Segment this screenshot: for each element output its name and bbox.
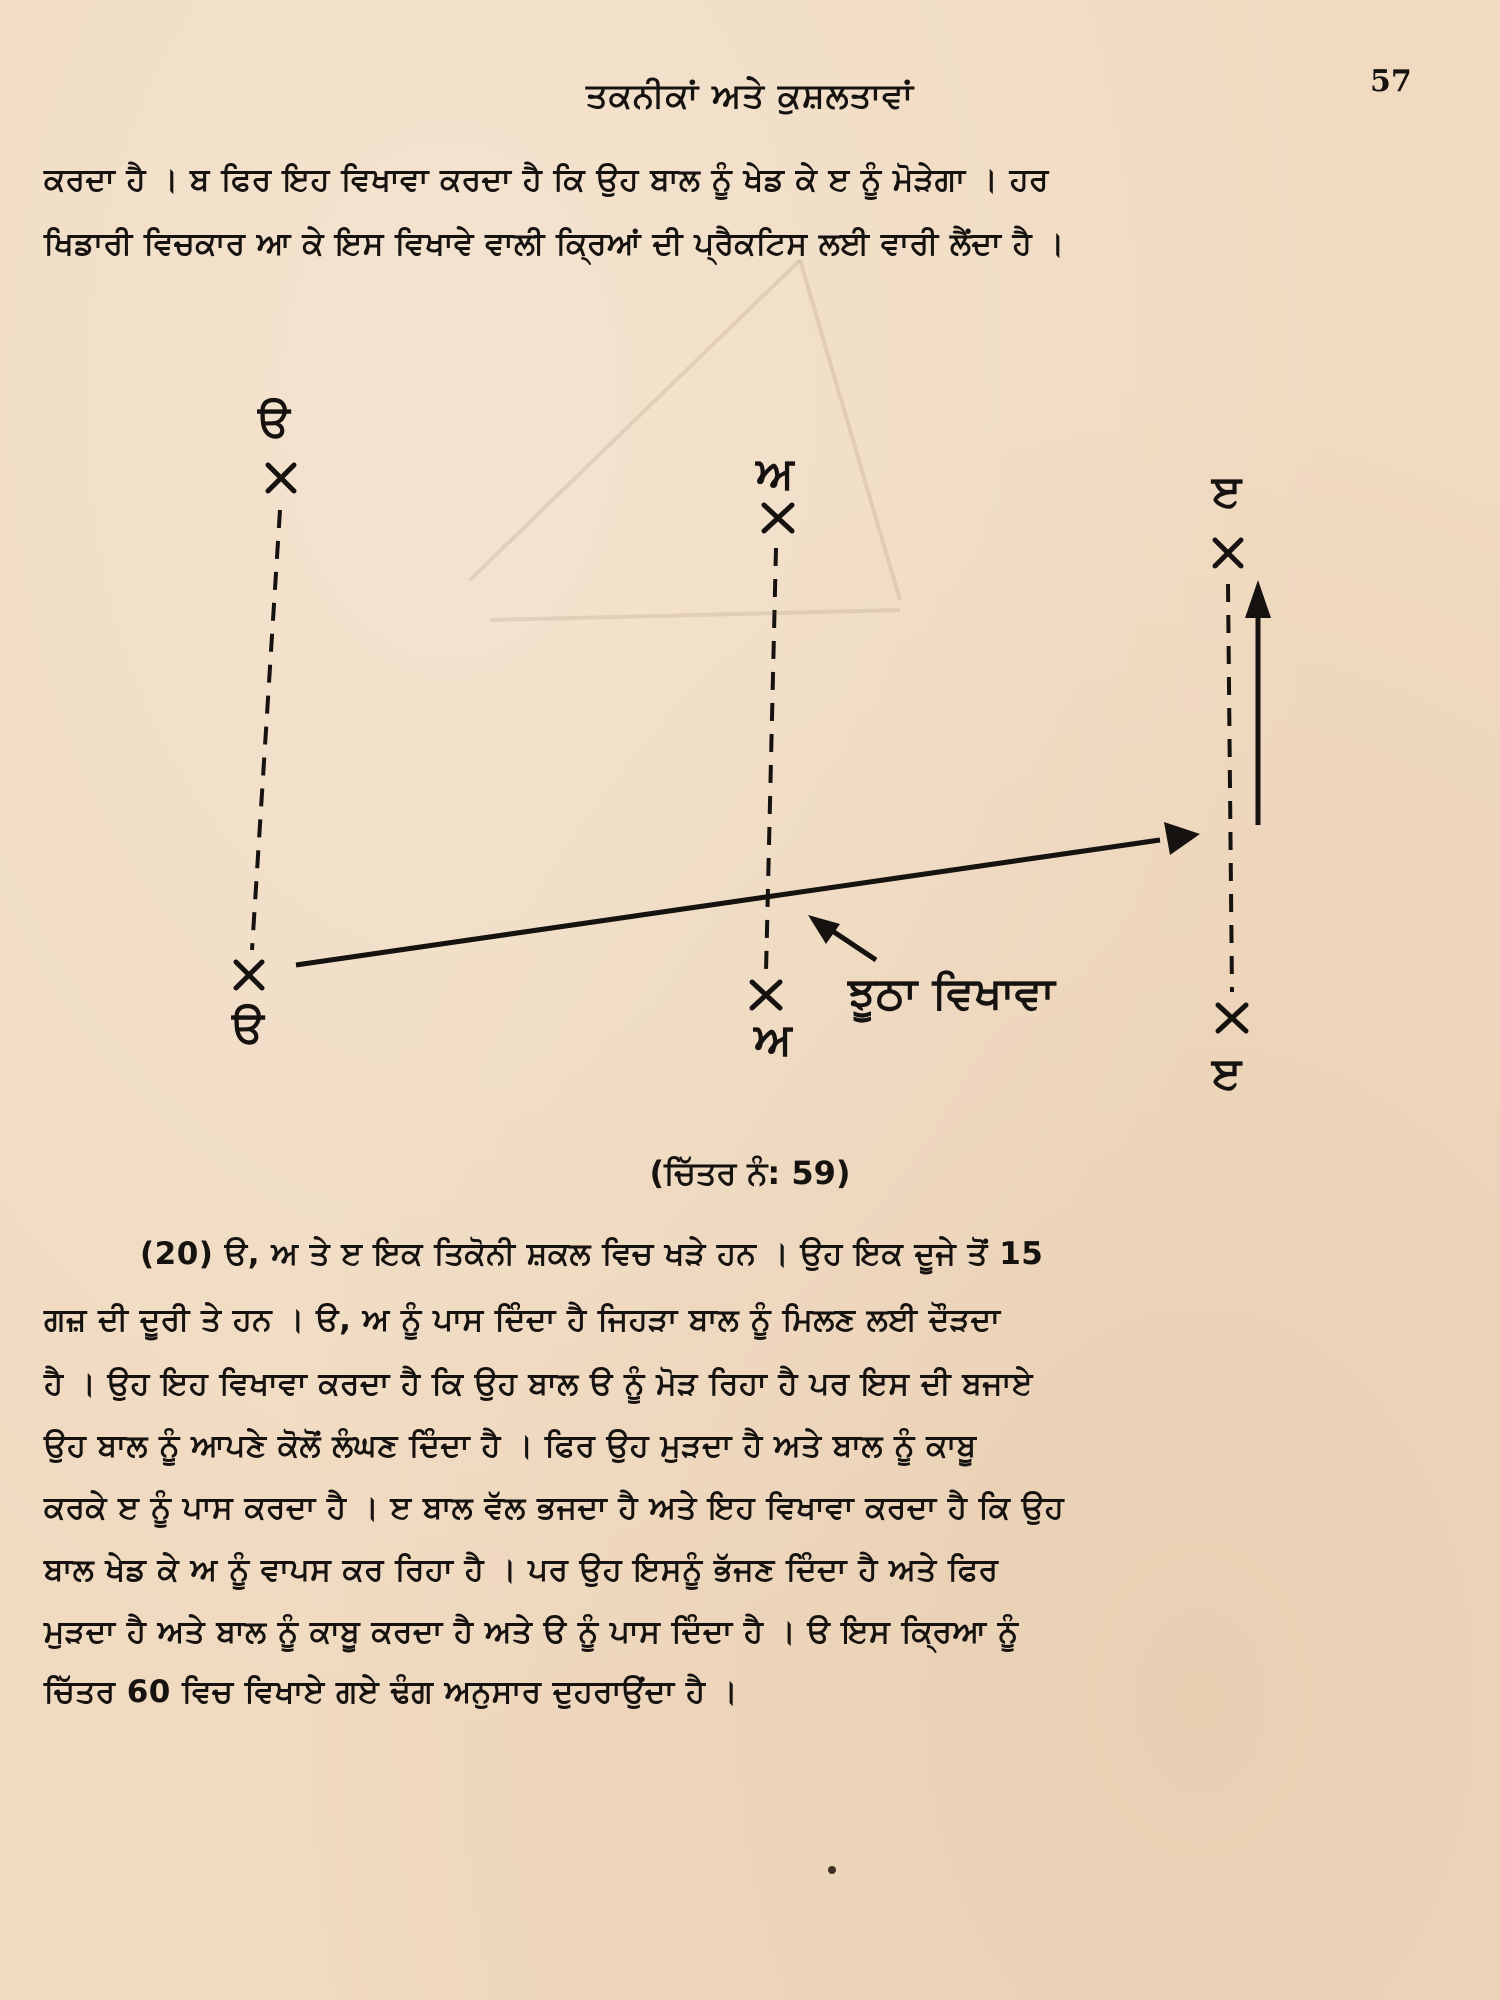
- ink-speck: [828, 1866, 836, 1874]
- bottom-paragraph-line-4: ਉਹ ਬਾਲ ਨੂੰ ਆਪਣੇ ਕੋਲੋਂ ਲੰਘਣ ਦਿੰਦਾ ਹੈ । ਫਿਰ ਉਹ ਮੁੜਦਾ ਹੈ ਅਤੇ ਬਾਲ ਨੂੰ ਕਾਬੂ: [44, 1428, 977, 1464]
- fake-move-label: ਝੂਠਾ ਵਿਖਾਵਾ: [848, 968, 1055, 1019]
- running-header: ਤਕਨੀਕਾਂ ਅਤੇ ਕੁਸ਼ਲਤਾਵਾਂ: [585, 76, 915, 116]
- player-a-top-marker: [764, 505, 792, 531]
- label-a-bottom: ਅ: [754, 1014, 792, 1065]
- run-path-right: [1228, 584, 1232, 992]
- player-o-top-marker: [268, 465, 294, 491]
- bottom-paragraph-line-6: ਬਾਲ ਖੇਡ ਕੇ ਅ ਨੂੰ ਵਾਪਸ ਕਰ ਰਿਹਾ ਹੈ । ਪਰ ਉਹ ਇਸਨੂੰ ਭੱਜਣ ਦਿੰਦਾ ਹੈ ਅਤੇ ਫਿਰ: [44, 1552, 999, 1588]
- top-paragraph-line-1: ਕਰਦਾ ਹੈ । ਬ ਫਿਰ ਇਹ ਵਿਖਾਵਾ ਕਰਦਾ ਹੈ ਕਿ ਉਹ ਬਾਲ ਨੂੰ ਖੇਡ ਕੇ ੲ ਨੂੰ ਮੋੜੇਗਾ । ਹਰ: [44, 162, 1049, 198]
- bottom-paragraph-line-3: ਹੈ । ਉਹ ਇਹ ਵਿਖਾਵਾ ਕਰਦਾ ਹੈ ਕਿ ਉਹ ਬਾਲ ੳ ਨੂੰ ਮੋੜ ਰਿਹਾ ਹੈ ਪਰ ਇਸ ਦੀ ਬਜਾਏ: [44, 1366, 1033, 1402]
- label-e-bottom: ੲ: [1212, 1048, 1242, 1099]
- figure-caption: (ਚਿੱਤਰ ਨੰ: 59): [649, 1154, 851, 1192]
- label-o-bottom: ੳ: [232, 1002, 264, 1053]
- label-o-top: ੳ: [258, 396, 290, 447]
- bleed-through-sketch: [470, 260, 900, 620]
- bottom-paragraph-line-8: ਚਿੱਤਰ 60 ਵਿਚ ਵਿਖਾਏ ਗਏ ਢੰਗ ਅਨੁਸਾਰ ਦੁਹਰਾਉਂਦਾ ਹੈ ।: [44, 1674, 739, 1710]
- top-paragraph-line-2: ਖਿਡਾਰੀ ਵਿਚਕਾਰ ਆ ਕੇ ਇਸ ਵਿਖਾਵੇ ਵਾਲੀ ਕ੍ਰਿਆਂ ਦੀ ਪ੍ਰੈਕਟਿਸ ਲਈ ਵਾਰੀ ਲੈਂਦਾ ਹੈ ।: [44, 226, 1065, 262]
- player-e-top-marker: [1215, 540, 1241, 566]
- pass-arrow: [296, 822, 1200, 965]
- label-a-top: ਅ: [756, 448, 794, 499]
- bottom-paragraph-line-7: ਮੁੜਦਾ ਹੈ ਅਤੇ ਬਾਲ ਨੂੰ ਕਾਬੂ ਕਰਦਾ ਹੈ ਅਤੇ ੳ ਨੂੰ ਪਾਸ ਦਿੰਦਾ ਹੈ । ੳ ਇਸ ਕ੍ਰਿਆ ਨੂੰ: [44, 1614, 1019, 1650]
- run-path-left: [252, 510, 280, 950]
- pointer-arrow: [808, 915, 876, 960]
- player-e-bottom-marker: [1218, 1005, 1246, 1031]
- player-a-bottom-marker: [752, 982, 780, 1008]
- bottom-paragraph-line-5: ਕਰਕੇ ੲ ਨੂੰ ਪਾਸ ਕਰਦਾ ਹੈ । ੲ ਬਾਲ ਵੱਲ ਭਜਦਾ ਹੈ ਅਤੇ ਇਹ ਵਿਖਾਵਾ ਕਰਦਾ ਹੈ ਕਿ ਉਹ: [44, 1490, 1065, 1526]
- run-path-middle: [766, 548, 776, 972]
- page-number: 57: [1370, 64, 1412, 99]
- label-e-top: ੲ: [1212, 466, 1242, 517]
- bottom-paragraph-line-2: ਗਜ਼ ਦੀ ਦੂਰੀ ਤੇ ਹਨ । ੳ, ਅ ਨੂੰ ਪਾਸ ਦਿੰਦਾ ਹੈ ਜਿਹੜਾ ਬਾਲ ਨੂੰ ਮਿਲਣ ਲਈ ਦੌੜਦਾ: [44, 1302, 1001, 1338]
- run-arrow: [1245, 580, 1271, 825]
- player-o-bottom-marker: [236, 962, 262, 988]
- bottom-paragraph-line-1: (20) ੳ, ਅ ਤੇ ੲ ਇਕ ਤਿਕੋਨੀ ਸ਼ਕਲ ਵਿਚ ਖੜੇ ਹਨ । ਉਹ ਇਕ ਦੂਜੇ ਤੋਂ 15: [140, 1236, 1044, 1272]
